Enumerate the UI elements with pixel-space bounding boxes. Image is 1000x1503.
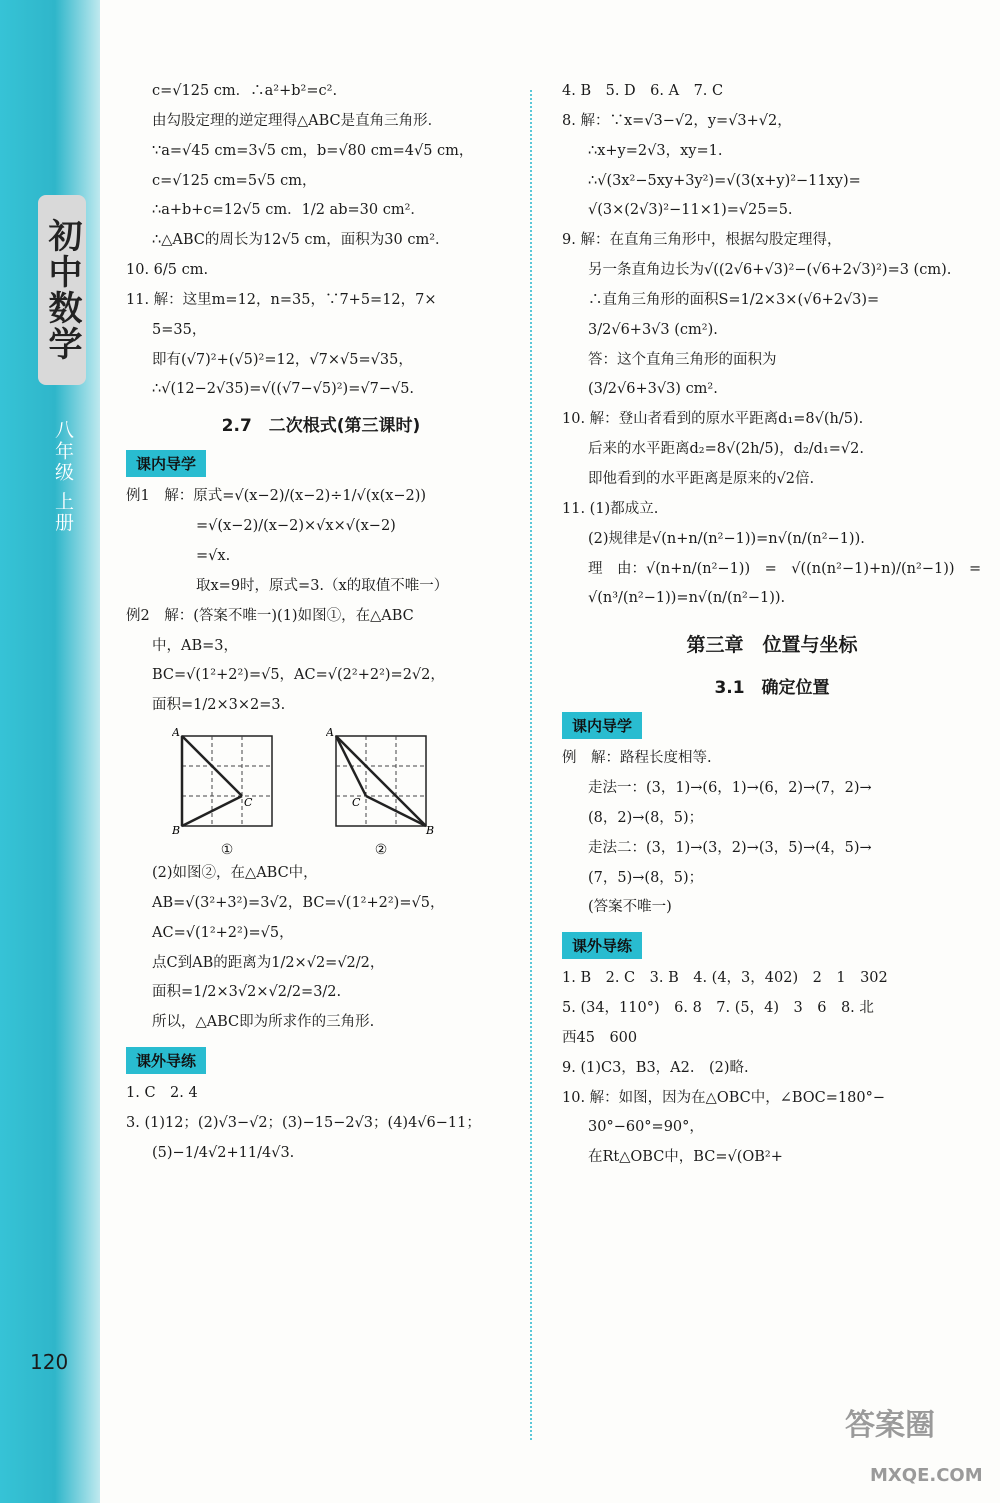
watermark: 答案圈	[845, 1408, 935, 1443]
tag-guide: 课内导学	[126, 450, 206, 477]
watermark-site: MXQE.COM	[870, 1465, 983, 1486]
grade-label: 八年级 上册	[52, 420, 74, 534]
text-line: 面积=1/2×3√2×√2/2=3/2.	[152, 984, 342, 1001]
grid-figure-1-svg	[172, 726, 282, 836]
figure-1	[172, 726, 282, 858]
tag-practice: 课外导练	[562, 932, 642, 959]
example: 例 解：路程长度相等.	[562, 750, 712, 767]
text-line: ∵a=√45 cm=3√5 cm，b=√80 cm=4√5 cm，	[152, 142, 474, 159]
section-title: 3.1 确定位置	[714, 678, 830, 699]
answer-line: (5)−1/4√2+11/4√3.	[152, 1144, 295, 1161]
example-1: 例1 解：原式=√(x−2)/(x−2)÷1/√(x(x−2))	[126, 488, 427, 505]
page-number: 120	[30, 1350, 69, 1374]
text-line: 3/2√6+3√3 (cm²).	[588, 321, 718, 338]
text-line: 点C到AB的距离为1/2×√2=√2/2，	[152, 954, 385, 971]
answer-line: 3. (1)12；(2)√3−√2；(3)−15−2√3；(4)4√6−11；	[126, 1114, 481, 1131]
column-divider	[530, 90, 532, 1440]
answer-line: 1. C 2. 4	[126, 1085, 198, 1102]
answer-line: 5. (34，110°) 6. 8 7. (5，4) 3 6 8. 北	[562, 1000, 874, 1017]
text-line: 中，AB=3，	[152, 637, 239, 654]
label-C: C	[352, 796, 361, 810]
answer-10: 10. 6/5 cm.	[126, 262, 209, 279]
text-line: 另一条直角边长为√((2√6+√3)²−(√6+2√3)²)=3 (cm).	[588, 262, 952, 279]
text-line: 面积=1/2×3×2=3.	[152, 697, 286, 714]
text-line: 后来的水平距离d₂=8√(2h/5)，d₂/d₁=√2.	[588, 441, 864, 458]
text-line: AB=√(3²+3²)=3√2，BC=√(1²+2²)=√5，	[152, 894, 445, 911]
text-line: √(3×(2√3)²−11×1)=√25=5.	[588, 202, 793, 219]
left-column	[126, 82, 516, 1174]
text-line: c=√125 cm．∴a²+b²=c².	[152, 83, 338, 99]
tag-practice: 课外导练	[126, 1047, 206, 1074]
label-A: A	[172, 726, 180, 740]
text-line: 取x=9时，原式=3.（x的取值不唯一）	[196, 577, 449, 594]
answer-line: 10. 解：如图，因为在△OBC中，∠BOC=180°−	[562, 1089, 886, 1106]
text-line: (2)规律是√(n+n/(n²−1))=n√(n/(n²−1)).	[588, 530, 865, 547]
label-B: B	[426, 824, 435, 837]
text-line: c=√125 cm=5√5 cm，	[152, 172, 317, 189]
label-B: B	[172, 824, 181, 837]
answer-11: 11. 解：这里m=12，n=35，∵7+5=12，7×	[126, 291, 437, 308]
text-line: =√(x−2)/(x−2)×√x×√(x−2)	[196, 518, 396, 535]
text-line: 即有(√7)²+(√5)²=12，√7×√5=√35，	[152, 351, 413, 368]
text-line: 理 由：√(n+n/(n²−1)) = √((n(n²−1)+n)/(n²−1)) =	[588, 560, 982, 577]
example-2: 例2 解：(答案不唯一)(1)如图①，在△ABC	[126, 607, 414, 624]
answer-line: 9. (1)C3，B3，A2. (2)略.	[562, 1059, 749, 1076]
label-C: C	[244, 796, 253, 810]
sidebar	[0, 0, 100, 1503]
text-line: 走法二：(3，1)→(3，2)→(3，5)→(4，5)→	[588, 839, 872, 856]
answer-9: 9. 解：在直角三角形中，根据勾股定理得，	[562, 232, 842, 249]
text-line: ∴直角三角形的面积S=1/2×3×(√6+2√3)=	[588, 291, 880, 308]
text-line: 30°−60°=90°，	[588, 1119, 704, 1136]
text-line: BC=√(1²+2²)=√5，AC=√(2²+2²)=2√2，	[152, 667, 445, 684]
text-line: 在Rt△OBC中，BC=√(OB²+	[588, 1149, 783, 1166]
text-line: (答案不唯一)	[588, 899, 672, 916]
text-line: 走法一：(3，1)→(6，1)→(6，2)→(7，2)→	[588, 780, 872, 797]
answer-line: 1. B 2. C 3. B 4. (4，3，402) 2 1 302	[562, 970, 888, 987]
text-line: =√x.	[196, 547, 231, 564]
answer-line: 西45 600	[562, 1029, 638, 1046]
text-line: 由勾股定理的逆定理得△ABC是直角三角形．	[152, 112, 443, 129]
text-line: (7，5)→(8，5)；	[588, 869, 704, 886]
chapter-title: 第三章 位置与坐标	[686, 634, 858, 657]
book-title: 初中数学	[38, 195, 86, 385]
text-line: √(n³/(n²−1))=n√(n/(n²−1)).	[588, 590, 786, 607]
figure-1-caption: ①	[220, 842, 234, 859]
tag-guide: 课内导学	[562, 712, 642, 739]
figure-2-caption: ②	[374, 842, 388, 859]
text-line: (2)如图②，在△ABC中，	[152, 865, 318, 882]
text-line: 答：这个直角三角形的面积为	[588, 351, 777, 368]
label-A: A	[326, 726, 334, 740]
answer-11: 11. (1)都成立.	[562, 500, 659, 517]
section-title: 2.7 二次根式(第三课时)	[221, 416, 421, 437]
grid-figures	[172, 726, 516, 858]
text-line: ∴√(3x²−5xy+3y²)=√(3(x+y)²−11xy)=	[588, 172, 861, 189]
text-line: ∴a+b+c=12√5 cm．1/2 ab=30 cm²．	[152, 202, 425, 219]
text-line: (3/2√6+3√3) cm².	[588, 381, 718, 398]
text-line: 即他看到的水平距离是原来的√2倍.	[588, 470, 815, 487]
figure-2	[326, 726, 436, 858]
text-line: (8，2)→(8，5)；	[588, 809, 704, 826]
text-line: ∴△ABC的周长为12√5 cm，面积为30 cm²．	[152, 232, 450, 249]
answer-10: 10. 解：登山者看到的原水平距离d₁=8√(h/5).	[562, 411, 864, 428]
text-line: AC=√(1²+2²)=√5，	[152, 924, 294, 941]
text-line: ∴x+y=2√3，xy=1.	[588, 142, 723, 159]
text-line: 5=35，	[152, 321, 207, 338]
grid-figure-2-svg	[326, 726, 436, 836]
right-column	[562, 82, 982, 1178]
text-line: ∴√(12−2√35)=√((√7−√5)²)=√7−√5.	[152, 381, 415, 398]
text-line: 所以，△ABC即为所求作的三角形.	[152, 1014, 375, 1031]
answer-line: 4. B 5. D 6. A 7. C	[562, 83, 724, 99]
answer-line: 8. 解：∵x=√3−√2，y=√3+√2，	[562, 112, 792, 129]
